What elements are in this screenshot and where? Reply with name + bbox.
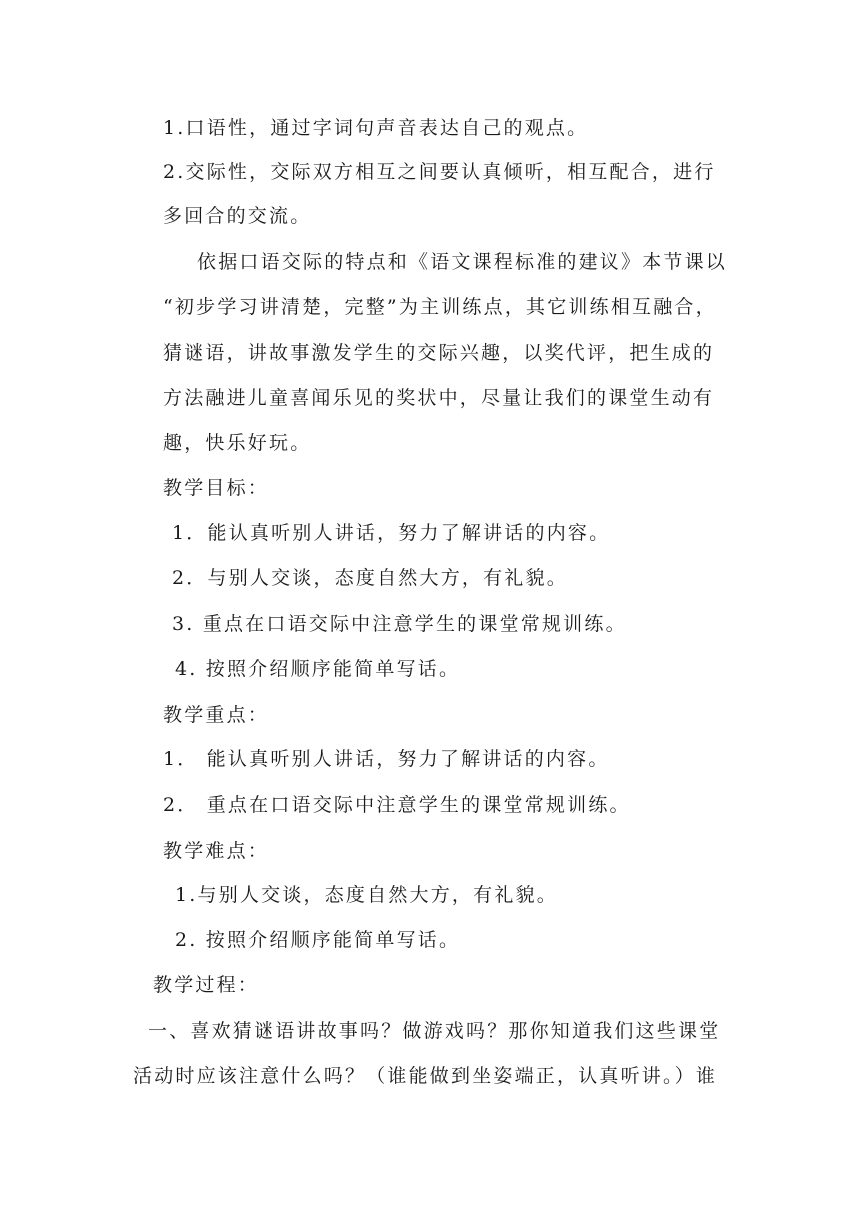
difficulty-item: 1.与别人交谈，态度自然大方，有礼貌。 — [175, 884, 558, 906]
paragraph-line: 猜谜语，讲故事激发学生的交际兴趣，以奖代评，把生成的 — [163, 342, 715, 364]
goal-item: 2．与别人交谈，态度自然大方，有礼貌。 — [172, 567, 568, 589]
paragraph-line: 方法融进儿童喜闻乐见的奖状中，尽量让我们的课堂生动有 — [163, 387, 715, 409]
key-point-item: 1． 能认真听别人讲话，努力了解讲话的内容。 — [163, 748, 610, 770]
goal-item: 3. 重点在口语交际中注意学生的课堂常规训练。 — [172, 613, 627, 635]
section-heading-goals: 教学目标： — [163, 477, 270, 499]
paragraph-line: “初步学习讲清楚，完整”为主训练点，其它训练相互融合， — [163, 296, 717, 318]
point-oral-line: 1.口语性，通过字词句声音表达自己的观点。 — [163, 117, 589, 139]
point-interactive-line: 2.交际性，交际双方相互之间要认真倾听，相互配合，进行 — [163, 161, 716, 183]
goal-item: 1．能认真听别人讲话，努力了解讲话的内容。 — [172, 522, 611, 544]
paragraph-line: 依据口语交际的特点和《语文课程标准的建议》本节课以 — [197, 251, 728, 273]
section-heading-difficulties: 教学难点： — [163, 840, 270, 862]
section-heading-key-points: 教学重点： — [163, 704, 270, 726]
section-heading-process: 教学过程： — [153, 974, 260, 996]
process-line: 一、喜欢猜谜语讲故事吗？做游戏吗？那你知道我们这些课堂 — [148, 1020, 721, 1042]
key-point-item: 2． 重点在口语交际中注意学生的课堂常规训练。 — [163, 794, 631, 816]
paragraph-line: 趣，快乐好玩。 — [163, 432, 312, 454]
point-interactive-line-cont: 多回合的交流。 — [163, 205, 312, 227]
goal-item: 4. 按照介绍顺序能简单写话。 — [175, 658, 461, 680]
difficulty-item: 2. 按照介绍顺序能简单写话。 — [175, 929, 461, 951]
process-line: 活动时应该注意什么吗？（谁能做到坐姿端正，认真听讲。）谁 — [133, 1065, 718, 1087]
